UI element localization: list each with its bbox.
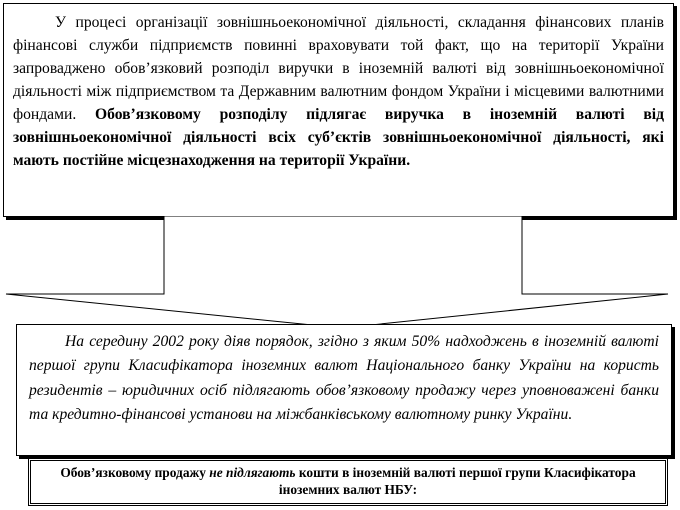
bottom-text-before: Обов’язковому продажу bbox=[60, 465, 210, 480]
down-arrow-shape bbox=[6, 216, 668, 328]
top-paragraph bbox=[13, 11, 664, 172]
bottom-text-box bbox=[28, 458, 668, 506]
middle-text-box bbox=[16, 324, 672, 456]
top-text-box bbox=[3, 3, 674, 217]
top-paragraph-bold-text: Обов’язковому розподілу підлягає виручка в іноземній валюті від зовнішньоекономічної діяльності всіх суб’єктів зовнішньоекономічної діяльності, які мають постійне місцезнаходження на території України. bbox=[13, 106, 664, 169]
down-arrow bbox=[0, 216, 680, 332]
bottom-text-after: кошти в іноземній валюті першої групи Класифікатора іноземних валют НБУ: bbox=[278, 465, 636, 497]
bottom-text-italic: не підлягають bbox=[209, 465, 296, 480]
top-paragraph-normal-text: У процесі організації зовнішньоекономічної діяльності, складання фінансових планів фінансові служби підприємств повинні враховувати той факт, що на території України запроваджено обов’язковий розподіл виручки в іноземній валюті від зовнішньоекономічної діяльності між підприємством та Державним валютним фондом України і місцевими валютними фондами. bbox=[13, 14, 664, 123]
middle-paragraph: На середину 2002 року діяв порядок, згідно з яким 50% надходжень в іноземній валюті першої групи Класифікатора іноземних валют Національного банку України на користь резидентів – юридичних осіб підлягають обов’язковому продажу через уповноважені банки та кредитно-фінансові установи на міжбанківському валютному ринку України. bbox=[29, 333, 659, 424]
